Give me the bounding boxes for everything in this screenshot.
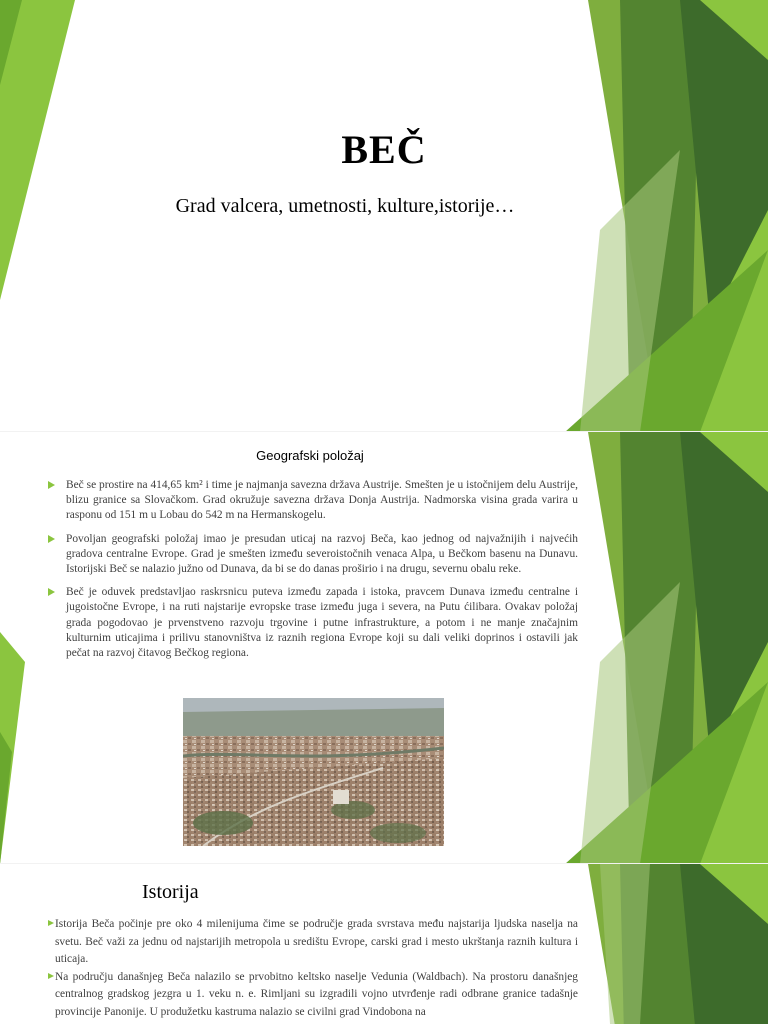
page-title: BEČ: [341, 127, 427, 172]
bullet-arrow-icon: [48, 588, 55, 596]
list-item: [48, 916, 578, 969]
page-subtitle: Grad valcera, umetnosti, kulture,istorije…: [175, 195, 515, 217]
paragraph-text: Istorija Beča počinje pre oko 4 milenijuma čime se područje grada svrstava među najstarija ljudska naselja na svetu. Beč važi za jednu od najstarijih metropola u središtu Evrope, carski grad i mesto ukrštanja raznih kultura i uticaja.: [55, 918, 578, 965]
list-item: [48, 969, 578, 1022]
section-heading-history: Istorija: [142, 881, 199, 903]
vienna-aerial-photo: [183, 698, 444, 846]
bullet-arrow-icon: [48, 535, 55, 543]
bullet-text: Povoljan geografski položaj imao je presudan uticaj na razvoj Beča, kao jednog od najvažnijih i najvećih gradova centralne Evrope. Grad je smešten između severoistočnih venaca Alpa, u Bečkom basenu na Dunavu. Istorijski Beč se nalazio južno od Dunava, da bi se do danas proširio i na drugu, severnu obalu reke.: [66, 532, 578, 576]
bullet-arrow-icon: [48, 481, 55, 489]
geography-bullet-list: [48, 478, 578, 669]
list-item: [48, 585, 578, 661]
bullet-text: Beč se prostire na 414,65 km² i time je najmanja savezna država Austrije. Smešten je u istočnijem delu Austrije, blizu granice sa Slovačkom. Grad okružuje savezna država Donja Austrija. Nadmorska visina grada varira u rasponu od 151 m u Lobau do 542 m na Hermanskogelu.: [66, 479, 578, 522]
bullet-text: Beč je oduvek predstavljao raskrsnicu puteva između zapada i istoka, pravcem Dunava između centralne i jugoistočne Evrope, i na ruti najstarije evropske trase između juga i severa, na Putu ćilibara. Ovakav položaj grada pogodovao je prvenstveno razvoju trgovine i putne infrastrukture, a potom i ne manje značajnim kulturnim uticajima i prilivu stanovništva iz raznih regiona Evrope koji su dali veliki doprinos i ostavili jak pečat na razvoj čitavog Bečkog regiona.: [66, 586, 578, 660]
bullet-arrow-icon: [48, 920, 54, 926]
slide-history: [0, 864, 768, 1024]
bullet-arrow-icon: [48, 973, 54, 979]
history-text: [48, 916, 578, 1021]
slide-title: [0, 0, 768, 432]
list-item: [48, 478, 578, 524]
list-item: [48, 532, 578, 578]
paragraph-text: Na području današnjeg Beča nalazilo se prvobitno keltsko naselje Vedunia (Waldbach). Na prostoru današnjeg centralnog gradskog jezgra u 1. veku n. e. Rimljani su izgradili vojno utvrđenje radi odbrane granice tadašnje provincije Panonije. U produžetku kastruma nalazio se civilni grad Vindobona na: [55, 970, 578, 1018]
slide-geography: [0, 432, 768, 864]
section-heading-geography: Geografski položaj: [256, 448, 364, 463]
